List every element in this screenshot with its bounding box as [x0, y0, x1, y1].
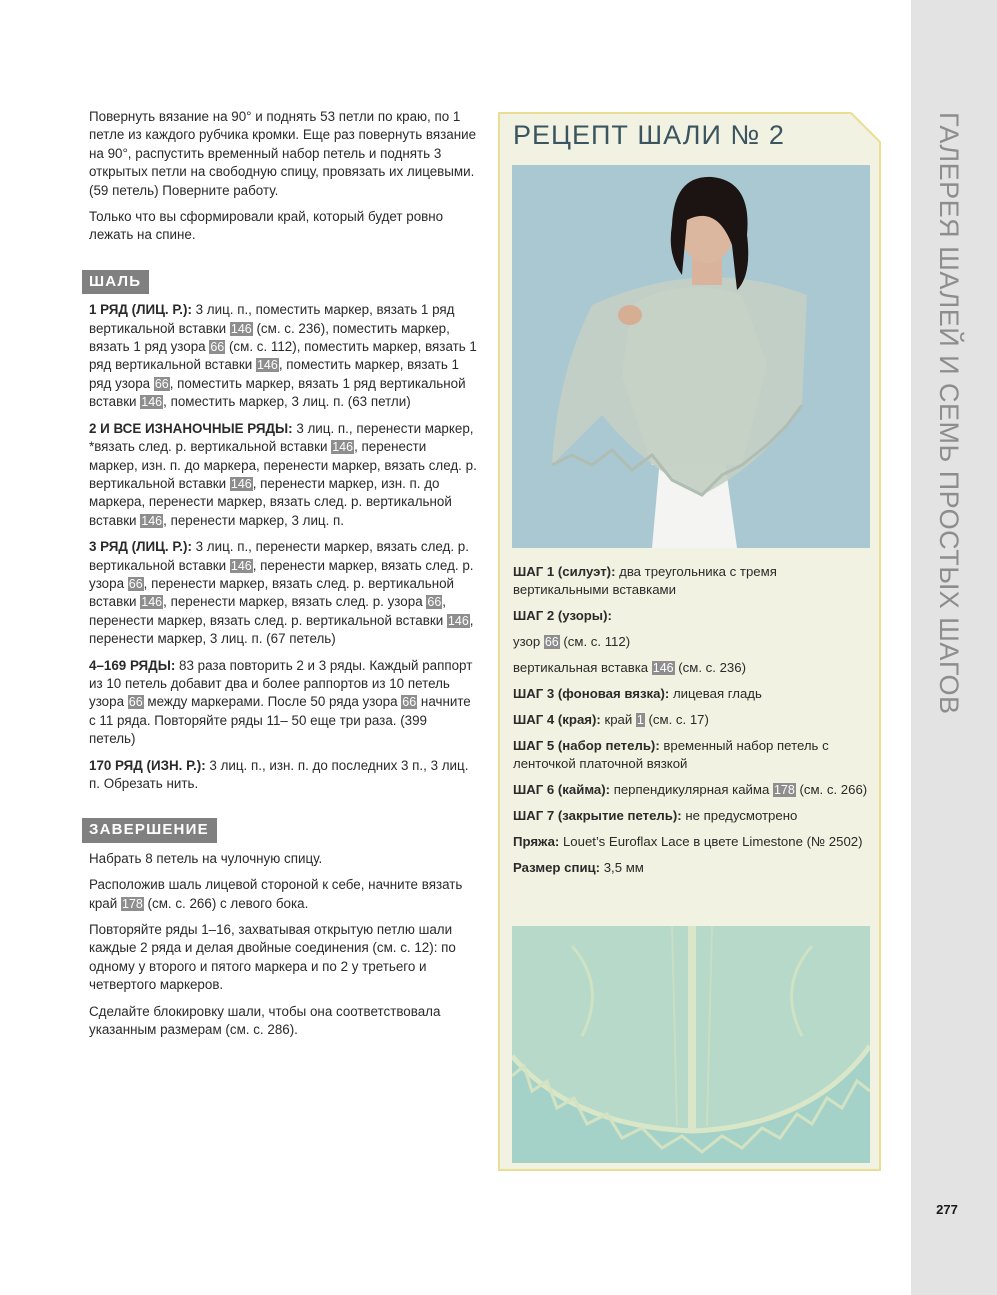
intro-paragraph-1: Повернуть вязание на 90° и поднять 53 петли по краю, по 1 петле из каждого рубчика кромки. Еще раз повернуть вязание на 90°, распустить временный набор петель и поднять 3 открытых петли на свободную спицу, провязать их лицевыми. (59 петель) Поверните работу. — [89, 109, 477, 198]
pattern-number-badge: 178 — [121, 896, 143, 911]
rows-4-169-instruction: 4–169 РЯДЫ: 83 раза повторить 2 и 3 ряды. Каждый раппорт из 10 петель добавит два и более раппортов из 10 петель узора 66 между маркерами. После 50 ряда узора 66 начните с 11 ряда. Повторяйте ряды 11– 50 еще три раза. (399 петель) — [89, 657, 473, 747]
step-6: ШАГ 6 (кайма): перпендикулярная кайма 178 (см. с. 266) — [513, 782, 868, 798]
folded-corner-edge — [851, 112, 881, 142]
finish-paragraph-1: Набрать 8 петель на чулочную спицу. — [89, 850, 323, 866]
finish-paragraph-2: Расположив шаль лицевой стороной к себе, начните вязать край 178 (см. с. 266) с левого бока. — [89, 877, 463, 911]
pattern-number-badge: 1 — [636, 713, 644, 728]
pattern-number-badge: 146 — [230, 558, 252, 573]
pattern-number-badge: 146 — [447, 613, 469, 628]
pattern-number-badge: 66 — [402, 695, 417, 710]
model-illustration — [512, 165, 870, 548]
intro-paragraph-2: Только что вы сформировали край, который будет ровно лежать на спине. — [89, 209, 444, 243]
model-wearing-shawl-photo — [512, 165, 870, 548]
step-1: ШАГ 1 (силуэт): два треугольника с тремя вертикальными вставками — [513, 564, 777, 598]
step-3: ШАГ 3 (фоновая вязка): лицевая гладь — [513, 686, 762, 702]
row-3-instruction: 3 РЯД (ЛИЦ. Р.): 3 лиц. п., перенести маркер, вязать след. р. вертикальной вставки 146, перенести маркер, вязать след. р. узора 66, перенести маркер, вязать след. р. вертикальной вставки 146, перенести маркер, вязать след. р. узора 66, перенести маркер, вязать след. р. вертикальной вставки 146, перенести маркер, 3 лиц. п. (67 петель) — [89, 539, 474, 647]
section-heading-shawl: ШАЛЬ — [82, 270, 149, 294]
page-number: 277 — [936, 1202, 958, 1217]
row-2-instruction: 2 И ВСЕ ИЗНАНОЧНЫЕ РЯДЫ: 3 лиц. п., перенести маркер, *вязать след. р. вертикальной вставки 146, перенести маркер, изн. п. до маркера, перенести маркер, вязать след. р. вертикальной вставки 146, перенести маркер, изн. п. до маркера, перенести маркер, вязать след. р. вертикальной вставки 146, перенести маркер, 3 лиц. п. — [89, 420, 477, 528]
finish-paragraph-4: Сделайте блокировку шали, чтобы она соответствовала указанным размерам (см. с. 286). — [89, 1003, 441, 1038]
pattern-number-badge: 146 — [141, 395, 163, 410]
pattern-number-badge: 66 — [154, 376, 169, 391]
instructions-column — [89, 108, 477, 1047]
row-170-instruction: 170 РЯД (ИЗН. Р.): 3 лиц. п., изн. п. до последних 3 п., 3 лиц. п. Обрезать нить. — [89, 757, 469, 791]
pattern-number-badge: 146 — [256, 358, 278, 373]
step-4: ШАГ 4 (края): край 1 (см. с. 17) — [513, 712, 709, 728]
recipe-title: РЕЦЕПТ ШАЛИ № 2 — [513, 120, 785, 150]
pattern-number-badge: 178 — [773, 783, 795, 798]
pattern-number-badge: 146 — [652, 661, 674, 676]
pattern-number-badge: 66 — [128, 576, 143, 591]
row-label: 170 РЯД (ИЗН. Р.): — [89, 757, 206, 773]
pattern-number-badge: 146 — [141, 513, 163, 528]
row-label: 3 РЯД (ЛИЦ. Р.): — [89, 539, 192, 555]
pattern-number-badge: 146 — [230, 321, 252, 336]
needle-size-info: Размер спиц: 3,5 мм — [513, 860, 644, 876]
chapter-title-vertical: ГАЛЕРЕЯ ШАЛЕЙ И СЕМЬ ПРОСТЫХ ШАГОВ — [934, 112, 964, 715]
pattern-number-badge: 66 — [544, 635, 559, 650]
row-label: 4–169 РЯДЫ: — [89, 657, 176, 673]
pattern-number-badge: 66 — [427, 595, 442, 610]
step-7: ШАГ 7 (закрытие петель): не предусмотрено — [513, 808, 798, 824]
step-2-pattern-1: узор 66 (см. с. 112) — [513, 634, 631, 650]
section-heading-finish: ЗАВЕРШЕНИЕ — [82, 818, 217, 842]
pattern-number-badge: 146 — [332, 440, 354, 455]
row-label: 2 И ВСЕ ИЗНАНОЧНЫЕ РЯДЫ: — [89, 420, 293, 436]
pattern-number-badge: 66 — [210, 340, 225, 355]
lace-illustration — [512, 926, 870, 1163]
row-1-instruction: 1 РЯД (ЛИЦ. Р.): 3 лиц. п., поместить маркер, вязать 1 ряд вертикальной вставки 146 (см. с. 236), поместить маркер, вязать 1 ряд узора 66 (см. с. 112), поместить маркер, вязать 1 ряд вертикальной вставки 146, поместить маркер, вязать 1 ряд узора 66, поместить маркер, вязать 1 ряд вертикальной вставки 146, поместить маркер, 3 лиц. п. (63 петли) — [89, 302, 477, 410]
step-5: ШАГ 5 (набор петель): временный набор петель с ленточкой платочной вязкой — [513, 738, 829, 772]
pattern-number-badge: 146 — [230, 476, 252, 491]
step-2: ШАГ 2 (узоры): — [513, 608, 612, 624]
step-2-pattern-2: вертикальная вставка 146 (см. с. 236) — [513, 660, 746, 676]
pattern-number-badge: 66 — [128, 695, 143, 710]
pattern-number-badge: 146 — [141, 595, 163, 610]
yarn-info: Пряжа: Louet’s Euroflax Lace в цвете Limestone (№ 2502) — [513, 834, 863, 850]
recipe-box — [498, 112, 881, 1171]
row-label: 1 РЯД (ЛИЦ. Р.): — [89, 302, 192, 318]
lace-detail-photo — [512, 926, 870, 1163]
finish-paragraph-3: Повторяйте ряды 1–16, захватывая открытую петлю шали каждые 2 ряда и делая двойные соединения (см. с. 12): по одному у второго и пятого маркера и по 2 у третьего и четвертого маркеров. — [89, 922, 456, 993]
recipe-steps — [513, 563, 868, 885]
